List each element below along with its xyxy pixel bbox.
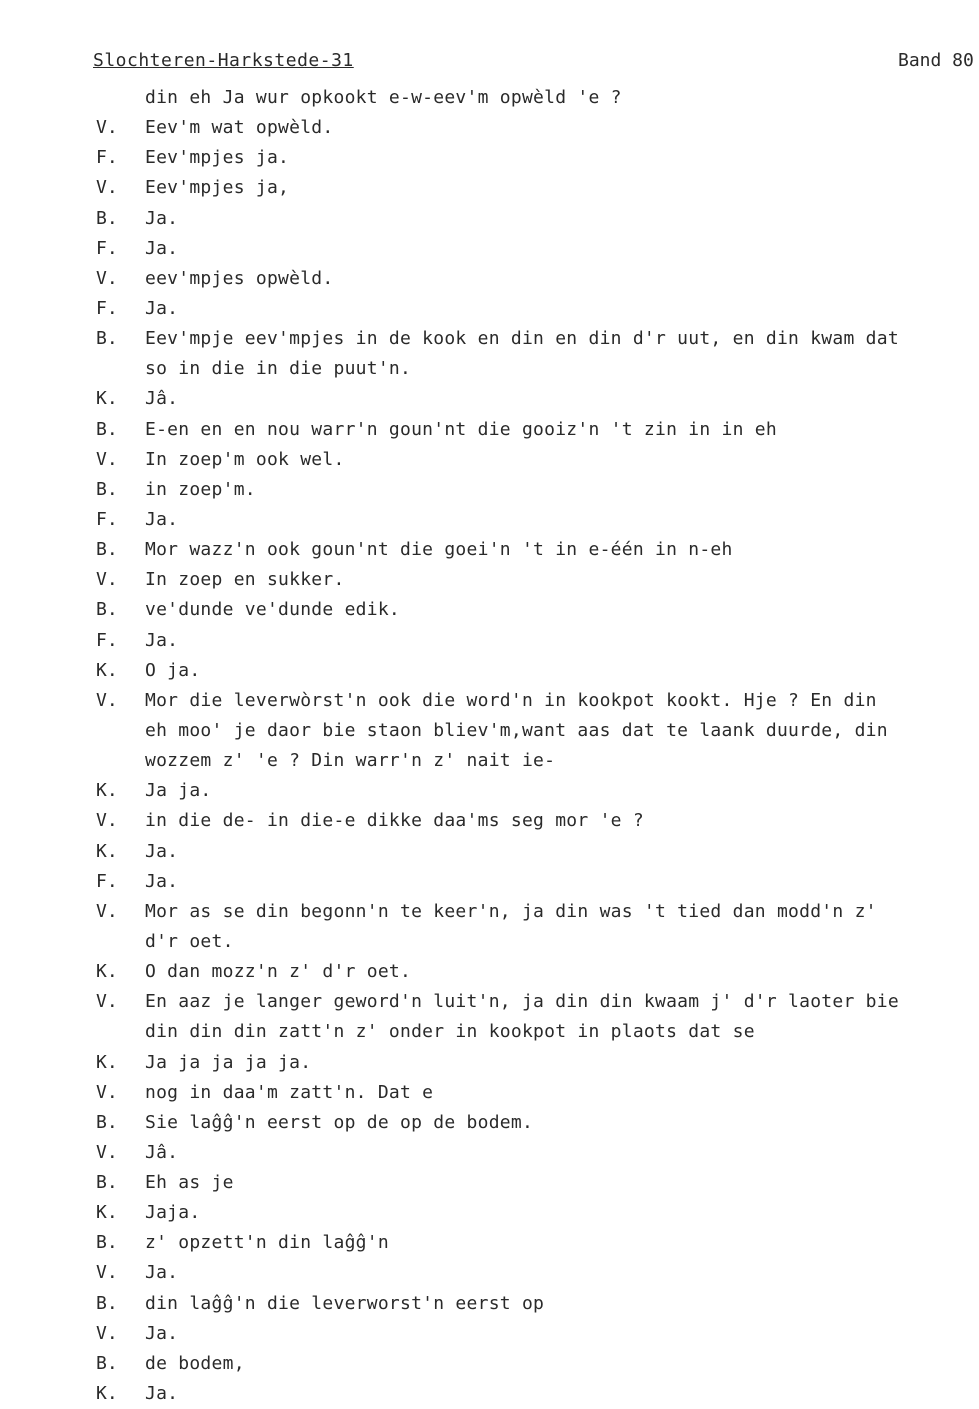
speaker-label: K. [96,659,118,681]
speaker-label: V. [96,448,118,470]
speaker-label: K. [96,388,118,410]
speaker-label: F. [96,629,118,651]
transcript-line [0,294,979,324]
utterance-text: eev'mpjes opwèld. [145,267,334,289]
utterance-text: Ja. [145,870,179,892]
utterance-text: Eev'm wat opwèld. [145,117,334,139]
speaker-label: V. [96,991,118,1013]
transcript-line [0,1108,979,1138]
speaker-label: V. [96,267,118,289]
utterance-text: Jâ. [145,388,179,410]
transcript-line [0,837,979,867]
speaker-label: B. [96,539,118,561]
transcript-line [0,716,979,746]
transcript-line [0,1138,979,1168]
utterance-text: Eev'mpjes ja, [145,177,290,199]
utterance-text: Ja. [145,237,179,259]
speaker-label: B. [96,418,118,440]
utterance-text: Ja. [145,508,179,530]
utterance-text: O ja. [145,659,201,681]
speaker-label: V. [96,1262,118,1284]
utterance-text: Ja ja ja ja ja. [145,1051,312,1073]
transcript-line [0,656,979,686]
speaker-label: B. [96,207,118,229]
speaker-label: K. [96,840,118,862]
transcript-line [0,173,979,203]
transcript-line [0,384,979,414]
utterance-text: Ja. [145,207,179,229]
utterance-text: Mor wazz'n ook goun'nt die goei'n 't in e-één in n-eh [145,539,733,561]
transcript-line [0,1349,979,1379]
transcript-line [0,1319,979,1349]
speaker-label: V. [96,569,118,591]
transcript-line [0,776,979,806]
utterance-text: Jâ. [145,1141,179,1163]
speaker-label: K. [96,1383,118,1405]
utterance-text: O dan mozz'n z' d'r oet. [145,961,412,983]
utterance-text: din eh Ja wur opkookt e-w-eev'm opwèld 'e ? [145,87,622,108]
utterance-text: Ja ja. [145,780,212,802]
speaker-label: K. [96,961,118,983]
transcript-line [0,264,979,294]
utterance-text: nog in daa'm zatt'n. Dat e [145,1081,434,1103]
transcript-line [0,143,979,173]
transcript-line [0,204,979,234]
speaker-label: B. [96,1292,118,1314]
transcript-line [0,1017,979,1047]
speaker-label: B. [96,328,118,350]
speaker-label: F. [96,870,118,892]
utterance-text: In zoep'm ook wel. [145,448,345,470]
transcript-line [0,83,979,113]
utterance-text: In zoep en sukker. [145,569,345,591]
utterance-text: Ja. [145,1383,179,1405]
transcript-line [0,1379,979,1409]
transcript-line [0,445,979,475]
speaker-label: V. [96,810,118,832]
utterance-text: d'r oet. [145,930,234,952]
speaker-label: B. [96,1111,118,1133]
speaker-label: V. [96,117,118,139]
transcript-line [0,806,979,836]
transcript-line [0,867,979,897]
transcript-line [0,505,979,535]
speaker-label: V. [96,1141,118,1163]
speaker-label: F. [96,508,118,530]
utterance-text: Eh as je [145,1172,234,1194]
speaker-label: V. [96,900,118,922]
transcript-line [0,1048,979,1078]
utterance-text: Ja. [145,629,179,651]
speaker-label: V. [96,1081,118,1103]
utterance-text: En aaz je langer geword'n luit'n, ja din din kwaam j' d'r laoter bie [145,991,899,1013]
utterance-text: din din din zatt'n z' onder in kookpot in plaots dat se [145,1021,755,1043]
page-header [93,50,979,74]
transcript-line [0,927,979,957]
transcript-line [0,1289,979,1319]
transcript-line [0,987,979,1017]
transcript-line [0,897,979,927]
utterance-text: z' opzett'n din laĝĝ'n [145,1232,389,1254]
utterance-text: in zoep'm. [145,478,256,500]
utterance-text: in die de- in die-e dikke daa'ms seg mor 'e ? [145,810,644,832]
transcript-line [0,1078,979,1108]
utterance-text: E-en en en nou warr'n goun'nt die gooiz'n 't zin in in eh [145,418,777,440]
document-title: Slochteren-Harkstede-31 [93,50,354,71]
speaker-label: F. [96,297,118,319]
transcript-lines [0,83,979,1409]
utterance-text: Eev'mpje eev'mpjes in de kook en din en din d'r uut, en din kwam dat [145,328,899,350]
transcript-line [0,113,979,143]
tape-number: Band 80 [898,50,974,71]
transcript-line [0,957,979,987]
transcript-line [0,1228,979,1258]
speaker-label: F. [96,237,118,259]
speaker-label: B. [96,1352,118,1374]
transcript-line [0,595,979,625]
utterance-text: ve'dunde ve'dunde edik. [145,599,400,621]
speaker-label: V. [96,177,118,199]
utterance-text: Eev'mpjes ja. [145,147,290,169]
speaker-label: K. [96,780,118,802]
utterance-text: Ja. [145,297,179,319]
utterance-text: Jaja. [145,1202,201,1224]
speaker-label: K. [96,1202,118,1224]
utterance-text: eh moo' je daor bie staon bliev'm,want aas dat te laank duurde, din [145,719,888,741]
transcript-line [0,535,979,565]
transcript-line [0,1198,979,1228]
transcript-line [0,1168,979,1198]
utterance-text: wozzem z' 'e ? Din warr'n z' nait ie- [145,750,556,772]
speaker-label: B. [96,599,118,621]
transcript-line [0,1258,979,1288]
utterance-text: de bodem, [145,1352,245,1374]
transcript-line [0,475,979,505]
speaker-label: B. [96,1172,118,1194]
speaker-label: F. [96,147,118,169]
transcript-line [0,686,979,716]
transcript-line [0,354,979,384]
transcript-line [0,234,979,264]
transcript-line [0,324,979,354]
speaker-label: V. [96,1322,118,1344]
utterance-text: Mor die leverwòrst'n ook die word'n in kookpot kookt. Hje ? En din [145,689,877,711]
speaker-label: B. [96,478,118,500]
transcript-line [0,746,979,776]
utterance-text: Ja. [145,1322,179,1344]
speaker-label: K. [96,1051,118,1073]
speaker-label: B. [96,1232,118,1254]
utterance-text: din laĝĝ'n die leverworst'n eerst op [145,1292,545,1314]
transcript-line [0,565,979,595]
utterance-text: Ja. [145,840,179,862]
utterance-text: so in die in die puut'n. [145,358,412,380]
utterance-text: Sie laĝĝ'n eerst op de op de bodem. [145,1111,534,1133]
transcript-line [0,415,979,445]
utterance-text: Ja. [145,1262,179,1284]
speaker-label: V. [96,689,118,711]
transcript-line [0,626,979,656]
utterance-text: Mor as se din begonn'n te keer'n, ja din was 't tied dan modd'n z' [145,900,877,922]
